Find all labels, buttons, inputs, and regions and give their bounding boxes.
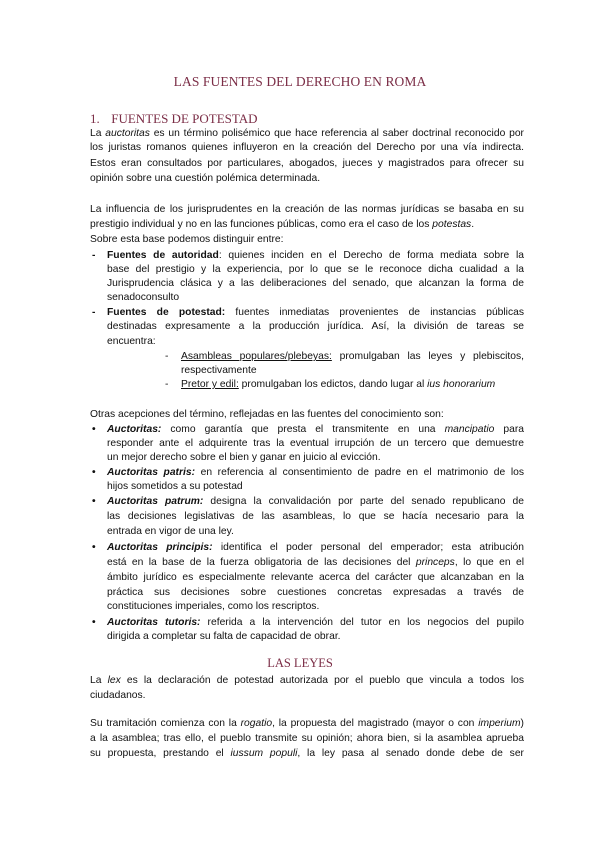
sub-list-bullet: - — [165, 379, 169, 390]
sub-list-item-line: Asambleas populares/plebeyas: promulgaban las leyes y plebiscitos, — [181, 351, 524, 362]
list-item-line: Auctoritas patrum: designa la convalidación por parte del senado republicano de — [107, 496, 525, 507]
paragraph-line: su propuesta, prestando el iussum populi, la ley pasa al senado donde debe de ser — [90, 748, 524, 759]
list-bullet: • — [92, 424, 96, 435]
list-item-line: un mejor derecho sobre el bien y ganar en juicio al evicción. — [107, 452, 381, 463]
list-item-line: Auctoritas: como garantía que presta el transmitente en una mancipatio para — [107, 424, 524, 435]
list-item-line: Auctoritas tutoris: referida a la intervención del tutor en los negocios del pupilo — [107, 617, 524, 628]
paragraph-line: a la asamblea; tras ello, el pueblo transmite su opinión; ahora bien, si la asamblea aprueba — [90, 733, 524, 744]
list-item-line: Jurisprudencia clásica y a las deliberaciones del senado, que alcanzan la forma de — [107, 278, 524, 289]
list-bullet: • — [92, 496, 96, 507]
sub-list-item-line: Pretor y edil: promulgaban los edictos, dando lugar al ius honorarium — [181, 379, 496, 390]
page-title: LAS FUENTES DEL DERECHO EN ROMA — [173, 74, 427, 89]
list-bullet: - — [92, 250, 96, 261]
paragraph-line: los juristas romanos quienes influyeron en la creación del Derecho por una vía indirecta. — [90, 142, 524, 153]
list-bullet: • — [92, 467, 96, 478]
list-item-line: está en la base de la fuerza obligatoria de las decisiones del princeps, lo que en el — [107, 557, 525, 568]
list-bullet: • — [92, 542, 96, 553]
sub-list-item-line: respectivamente — [181, 365, 257, 376]
list-bullet: • — [92, 617, 96, 628]
list-item-line: base del prestigio y la experiencia, por lo que se le reconoce dicha cualidad a la — [107, 264, 524, 275]
list-item-line: encuentra: — [107, 336, 156, 347]
list-item-line: responder ante el adquirente tras la eventual irrupción de un tercero que demuestre — [107, 438, 524, 449]
paragraph-line: prestigio individual y no en las funciones públicas, como era el caso de los potestas. — [90, 219, 475, 230]
list-item-line: dirigida a completar su falta de capacidad de obrar. — [107, 631, 341, 642]
list-item-line: constituciones imperiales, como los rescriptos. — [107, 601, 320, 612]
list-item-line: las decisiones legislativas de las asambleas, lo que se hacía necesario para la — [107, 511, 524, 522]
list-item-line: práctica sus decisiones sobre cuestiones concretas expresadas a través de — [107, 587, 524, 598]
paragraph-line: opinión sobre una cuestión polémica determinada. — [90, 173, 321, 184]
list-item-line: hijos sometidos a su potestad — [107, 481, 243, 492]
section-number: 1. — [90, 111, 100, 126]
section-heading-leyes: LAS LEYES — [267, 656, 333, 670]
list-item-line: destinadas expresamente a la producción jurídica. Así, la división de tareas se — [107, 321, 524, 332]
list-item-line: Auctoritas principis: identifica el poder personal del emperador; esta atribución — [107, 542, 524, 553]
paragraph-line: La auctoritas es un término polisémico que hace referencia al saber doctrinal reconocido por — [90, 128, 524, 139]
paragraph-line: Sobre esta base podemos distinguir entre: — [90, 234, 284, 245]
paragraph-line: La lex es la declaración de potestad autorizada por el pueblo que vincula a todos los — [90, 675, 524, 686]
paragraph-line: Su tramitación comienza con la rogatio, la propuesta del magistrado (mayor o con imperium) — [90, 718, 524, 729]
paragraph-line: La influencia de los jurisprudentes en la creación de las normas jurídicas se basaba en su — [90, 204, 524, 215]
list-item-line: Fuentes de potestad: fuentes inmediatas provenientes de instancias públicas — [107, 307, 524, 318]
list-bullet: - — [92, 307, 96, 318]
section-title: FUENTES DE POTESTAD — [111, 111, 258, 126]
paragraph-line: Estos eran consultados por particulares, abogados, jueces y magistrados para ofrecer su — [90, 158, 524, 169]
paragraph-line: Otras acepciones del término, reflejadas en las fuentes del conocimiento son: — [90, 409, 444, 420]
list-item-line: Fuentes de autoridad: quienes inciden en el Derecho de forma mediata sobre la — [107, 250, 524, 261]
section-heading — [90, 111, 258, 127]
list-item-line: senadoconsulto — [107, 292, 180, 303]
list-item-line: Auctoritas patris: en referencia al consentimiento de padre en el matrimonio de los — [107, 467, 524, 478]
list-item-line: ámbito jurídico es especialmente relevante acerca del carácter que alcanzaban en la — [107, 572, 524, 583]
paragraph-line: ciudadanos. — [90, 690, 146, 701]
sub-list-bullet: - — [165, 351, 169, 362]
list-item-line: entrada en vigor de una ley. — [107, 526, 234, 537]
